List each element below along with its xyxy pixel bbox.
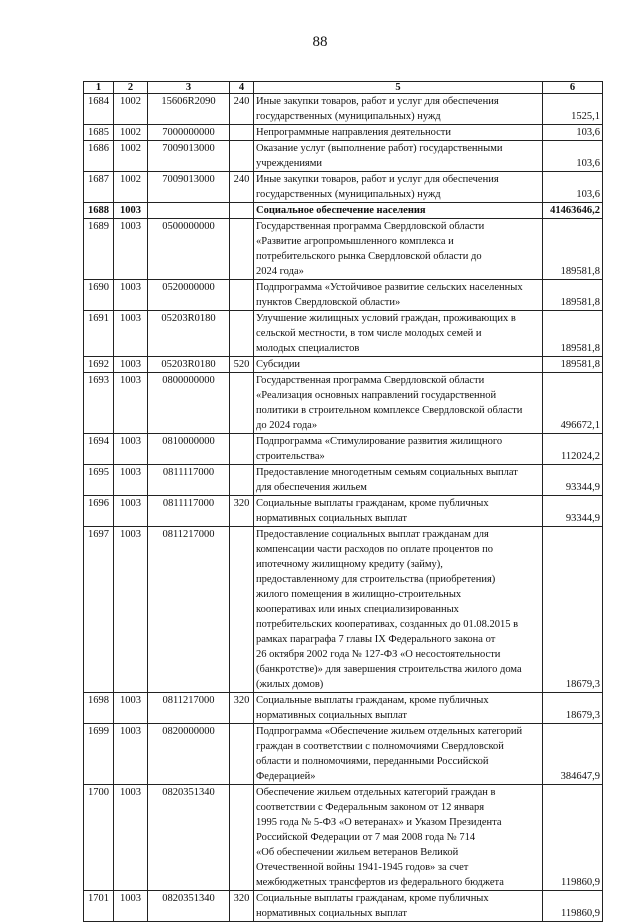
amount-cell: 18679,3 bbox=[543, 693, 603, 724]
item-name-cell: Подпрограмма «Стимулирование развития жилищного строительства» bbox=[254, 434, 543, 465]
section-code-cell: 1003 bbox=[114, 785, 148, 891]
table-row bbox=[84, 693, 603, 724]
expense-type-cell bbox=[230, 527, 254, 693]
item-name-cell: Социальные выплаты гражданам, кроме публичных нормативных социальных выплат bbox=[254, 891, 543, 922]
table-row bbox=[84, 434, 603, 465]
item-name-cell: Социальные выплаты гражданам, кроме публичных нормативных социальных выплат bbox=[254, 496, 543, 527]
amount-cell: 41463646,2 bbox=[543, 203, 603, 219]
amount-cell: 189581,8 bbox=[543, 311, 603, 357]
column-header: 1 bbox=[84, 82, 114, 94]
row-number-cell: 1700 bbox=[84, 785, 114, 891]
amount-cell: 496672,1 bbox=[543, 373, 603, 434]
table-row bbox=[84, 357, 603, 373]
expense-type-cell: 320 bbox=[230, 891, 254, 922]
amount-cell: 119860,9 bbox=[543, 891, 603, 922]
expense-type-cell: 320 bbox=[230, 693, 254, 724]
expense-type-cell: 240 bbox=[230, 94, 254, 125]
row-number-cell: 1684 bbox=[84, 94, 114, 125]
row-number-cell: 1686 bbox=[84, 141, 114, 172]
target-code-cell: 0800000000 bbox=[148, 373, 230, 434]
section-code-cell: 1003 bbox=[114, 693, 148, 724]
amount-cell: 93344,9 bbox=[543, 465, 603, 496]
target-code-cell: 0500000000 bbox=[148, 219, 230, 280]
target-code-cell: 7000000000 bbox=[148, 125, 230, 141]
item-name-cell: Предоставление многодетным семьям социальных выплат для обеспечения жильем bbox=[254, 465, 543, 496]
amount-cell: 103,6 bbox=[543, 125, 603, 141]
item-name-cell: Оказание услуг (выполнение работ) государственными учреждениями bbox=[254, 141, 543, 172]
row-number-cell: 1697 bbox=[84, 527, 114, 693]
target-code-cell: 0811217000 bbox=[148, 693, 230, 724]
row-number-cell: 1695 bbox=[84, 465, 114, 496]
row-number-cell: 1692 bbox=[84, 357, 114, 373]
amount-cell: 384647,9 bbox=[543, 724, 603, 785]
table-row bbox=[84, 172, 603, 203]
column-header: 4 bbox=[230, 82, 254, 94]
column-header: 2 bbox=[114, 82, 148, 94]
target-code-cell: 7009013000 bbox=[148, 141, 230, 172]
item-name-cell: Подпрограмма «Обеспечение жильем отдельных категорий граждан в соответствии с полномочиями Свердловской области и полномочиями, переданными Российской Федерацией» bbox=[254, 724, 543, 785]
amount-cell: 103,6 bbox=[543, 172, 603, 203]
expense-type-cell bbox=[230, 311, 254, 357]
expense-type-cell bbox=[230, 203, 254, 219]
target-code-cell: 0811117000 bbox=[148, 465, 230, 496]
item-name-cell: Государственная программа Свердловской области «Реализация основных направлений государственной политики в строительном комплексе Свердловской области до 2024 года» bbox=[254, 373, 543, 434]
target-code-cell: 0520000000 bbox=[148, 280, 230, 311]
expense-type-cell bbox=[230, 373, 254, 434]
expense-type-cell bbox=[230, 785, 254, 891]
target-code-cell: 0820351340 bbox=[148, 891, 230, 922]
target-code-cell: 7009013000 bbox=[148, 172, 230, 203]
target-code-cell: 0811217000 bbox=[148, 527, 230, 693]
expense-type-cell: 320 bbox=[230, 496, 254, 527]
table-row bbox=[84, 891, 603, 922]
row-number-cell: 1691 bbox=[84, 311, 114, 357]
amount-cell: 1525,1 bbox=[543, 94, 603, 125]
expense-type-cell: 520 bbox=[230, 357, 254, 373]
column-header: 5 bbox=[254, 82, 543, 94]
section-code-cell: 1003 bbox=[114, 496, 148, 527]
target-code-cell: 15606R2090 bbox=[148, 94, 230, 125]
table-row bbox=[84, 141, 603, 172]
section-code-cell: 1003 bbox=[114, 280, 148, 311]
target-code-cell: 0820000000 bbox=[148, 724, 230, 785]
amount-cell: 119860,9 bbox=[543, 785, 603, 891]
row-number-cell: 1687 bbox=[84, 172, 114, 203]
table-row bbox=[84, 125, 603, 141]
item-name-cell: Непрограммные направления деятельности bbox=[254, 125, 543, 141]
item-name-cell: Иные закупки товаров, работ и услуг для обеспечения государственных (муниципальных) нужд bbox=[254, 94, 543, 125]
expense-type-cell bbox=[230, 280, 254, 311]
header-row bbox=[84, 82, 603, 94]
expense-type-cell bbox=[230, 434, 254, 465]
row-number-cell: 1699 bbox=[84, 724, 114, 785]
table-row bbox=[84, 311, 603, 357]
expense-type-cell: 240 bbox=[230, 172, 254, 203]
item-name-cell: Государственная программа Свердловской области «Развитие агропромышленного комплекса и потребительского рынка Свердловской области до 2024 года» bbox=[254, 219, 543, 280]
section-code-cell: 1003 bbox=[114, 724, 148, 785]
expense-type-cell bbox=[230, 219, 254, 280]
target-code-cell: 0810000000 bbox=[148, 434, 230, 465]
item-name-cell: Улучшение жилищных условий граждан, проживающих в сельской местности, в том числе молодых семей и молодых специалистов bbox=[254, 311, 543, 357]
column-header: 3 bbox=[148, 82, 230, 94]
amount-cell: 103,6 bbox=[543, 141, 603, 172]
row-number-cell: 1694 bbox=[84, 434, 114, 465]
amount-cell: 112024,2 bbox=[543, 434, 603, 465]
target-code-cell: 05203R0180 bbox=[148, 357, 230, 373]
amount-cell: 189581,8 bbox=[543, 357, 603, 373]
page-number: 88 bbox=[312, 34, 328, 50]
section-code-cell: 1003 bbox=[114, 203, 148, 219]
item-name-cell: Обеспечение жильем отдельных категорий граждан в соответствии с Федеральным законом от 12 января 1995 года № 5-ФЗ «О ветеранах» и Указом Президента Российской Федерации от 7 мая 2008 года № 714 «Об обеспечении жильем ветеранов Великой Отечественной войны 1941-1945 годов» за счет межбюджетных трансфертов из федерального бюджета bbox=[254, 785, 543, 891]
expense-type-cell bbox=[230, 125, 254, 141]
target-code-cell bbox=[148, 203, 230, 219]
row-number-cell: 1696 bbox=[84, 496, 114, 527]
section-code-cell: 1003 bbox=[114, 311, 148, 357]
table-row bbox=[84, 465, 603, 496]
expense-type-cell bbox=[230, 724, 254, 785]
row-number-cell: 1689 bbox=[84, 219, 114, 280]
row-number-cell: 1701 bbox=[84, 891, 114, 922]
row-number-cell: 1698 bbox=[84, 693, 114, 724]
section-code-cell: 1003 bbox=[114, 465, 148, 496]
expense-type-cell bbox=[230, 141, 254, 172]
budget-table bbox=[83, 81, 603, 922]
section-code-cell: 1003 bbox=[114, 434, 148, 465]
section-code-cell: 1003 bbox=[114, 219, 148, 280]
item-name-cell: Социальное обеспечение населения bbox=[254, 203, 543, 219]
item-name-cell: Подпрограмма «Устойчивое развитие сельских населенных пунктов Свердловской области» bbox=[254, 280, 543, 311]
item-name-cell: Иные закупки товаров, работ и услуг для обеспечения государственных (муниципальных) нужд bbox=[254, 172, 543, 203]
row-number-cell: 1688 bbox=[84, 203, 114, 219]
amount-cell: 189581,8 bbox=[543, 280, 603, 311]
amount-cell: 93344,9 bbox=[543, 496, 603, 527]
target-code-cell: 0820351340 bbox=[148, 785, 230, 891]
row-number-cell: 1685 bbox=[84, 125, 114, 141]
section-code-cell: 1002 bbox=[114, 141, 148, 172]
table-row bbox=[84, 373, 603, 434]
table-row bbox=[84, 94, 603, 125]
table-row bbox=[84, 203, 603, 219]
amount-cell: 18679,3 bbox=[543, 527, 603, 693]
section-code-cell: 1003 bbox=[114, 373, 148, 434]
section-code-cell: 1003 bbox=[114, 527, 148, 693]
section-code-cell: 1002 bbox=[114, 125, 148, 141]
section-code-cell: 1002 bbox=[114, 94, 148, 125]
target-code-cell: 0811117000 bbox=[148, 496, 230, 527]
table-row bbox=[84, 496, 603, 527]
table-row bbox=[84, 527, 603, 693]
row-number-cell: 1693 bbox=[84, 373, 114, 434]
table-row bbox=[84, 785, 603, 891]
section-code-cell: 1003 bbox=[114, 891, 148, 922]
column-header: 6 bbox=[543, 82, 603, 94]
amount-cell: 189581,8 bbox=[543, 219, 603, 280]
table-row bbox=[84, 724, 603, 785]
item-name-cell: Субсидии bbox=[254, 357, 543, 373]
section-code-cell: 1002 bbox=[114, 172, 148, 203]
expense-type-cell bbox=[230, 465, 254, 496]
table-row bbox=[84, 219, 603, 280]
row-number-cell: 1690 bbox=[84, 280, 114, 311]
target-code-cell: 05203R0180 bbox=[148, 311, 230, 357]
table-row bbox=[84, 280, 603, 311]
item-name-cell: Предоставление социальных выплат гражданам для компенсации части расходов по оплате процентов по ипотечному жилищному кредиту (займу), предоставленному для строительства (приобретения) жилого помещения в жилищно-строительных кооперативах или иных специализированных потребительских кооперативах, созданных до 01.08.2015 в рамках параграфа 7 главы IX Федерального закона от 26 октября 2002 года № 127-ФЗ «О несостоятельности (банкротстве)» для завершения строительства жилого дома (жилых домов) bbox=[254, 527, 543, 693]
section-code-cell: 1003 bbox=[114, 357, 148, 373]
item-name-cell: Социальные выплаты гражданам, кроме публичных нормативных социальных выплат bbox=[254, 693, 543, 724]
